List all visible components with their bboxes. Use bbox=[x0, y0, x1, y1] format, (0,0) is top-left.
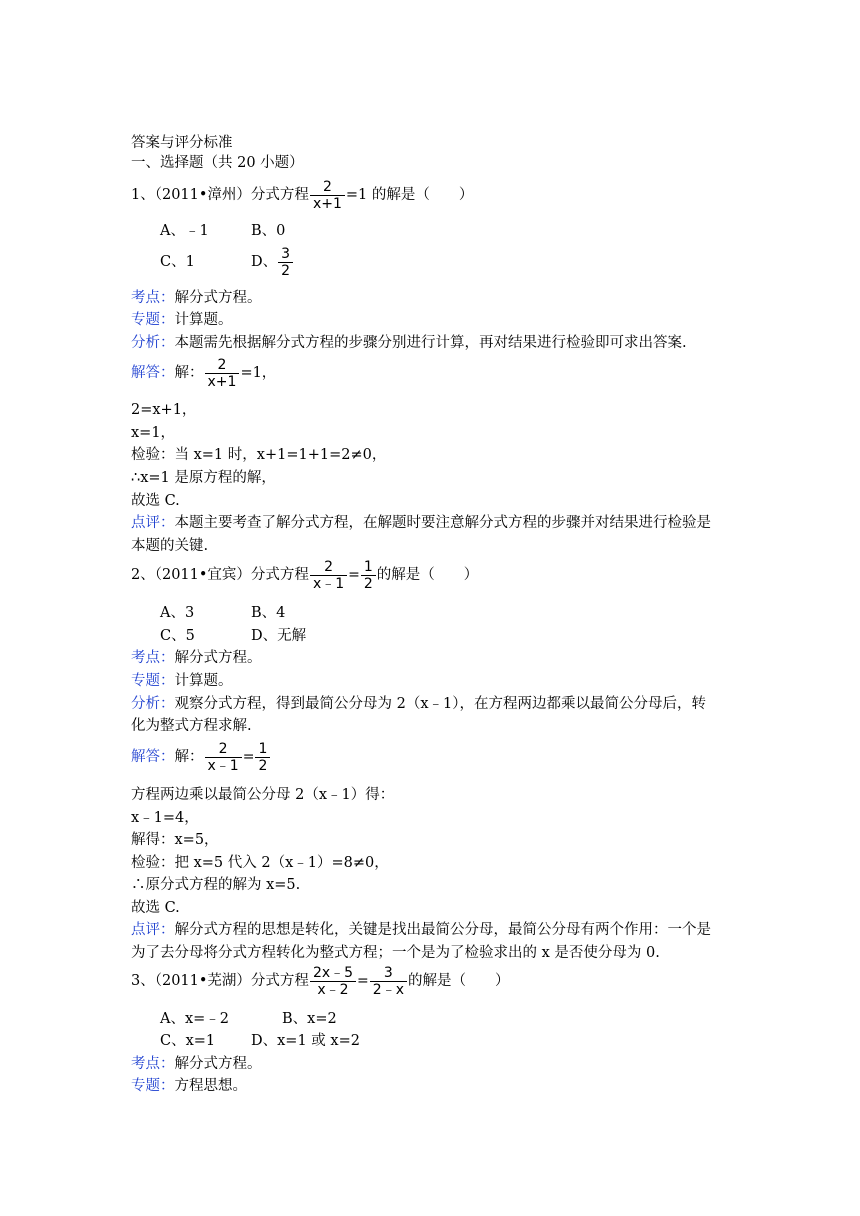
fraction-numerator: 3 bbox=[383, 964, 393, 981]
zhuanti-label: 专题： bbox=[131, 673, 175, 689]
jieda-prefix: 解： bbox=[174, 365, 204, 381]
question-2-step-5: ∴原分式方程的解为 x=5. bbox=[131, 877, 301, 893]
question-2-step-6: 故选 C. bbox=[131, 900, 180, 916]
zhuanti-label: 专题： bbox=[131, 1078, 175, 1094]
question-3-kaodian bbox=[131, 1054, 262, 1074]
fenxi-label: 分析： bbox=[131, 335, 175, 351]
question-2-prefix: 2、（2011•宜宾）分式方程 bbox=[131, 567, 309, 583]
kaodian-label: 考点： bbox=[131, 1056, 175, 1072]
dianping-label: 点评： bbox=[131, 922, 175, 938]
question-3-option-c: C、x=1 bbox=[160, 1033, 216, 1049]
section-heading: 一、选择题（共 20 小题） bbox=[131, 155, 304, 171]
question-1-dianping-cont: 本题的关键. bbox=[131, 538, 209, 554]
fraction-denominator: x+1 bbox=[310, 195, 345, 212]
question-3-suffix: 的解是（ ） bbox=[407, 973, 510, 989]
dianping-text: 解分式方程的思想是转化，关键是找出最简公分母，最简公分母有两个作用：一个是 bbox=[174, 922, 711, 938]
question-1-step-5: 故选 C. bbox=[131, 493, 180, 509]
jieda-prefix: 解： bbox=[174, 749, 204, 765]
question-1-zhuanti bbox=[131, 310, 233, 330]
fraction-denominator: x﹣2 bbox=[310, 981, 356, 998]
fraction-denominator: x﹣1 bbox=[205, 757, 242, 774]
question-3-option-a: A、x=﹣2 bbox=[160, 1011, 230, 1027]
question-3-zhuanti bbox=[131, 1076, 247, 1096]
zhuanti-text: 计算题。 bbox=[174, 312, 233, 328]
question-2-fraction-right bbox=[361, 559, 376, 592]
fraction-denominator: x+1 bbox=[205, 373, 240, 390]
question-1-jieda bbox=[131, 355, 276, 391]
question-1-suffix: =1 的解是（ ） bbox=[345, 187, 474, 203]
fraction-numerator: 2 bbox=[322, 178, 332, 195]
equals-sign: = bbox=[357, 973, 369, 989]
kaodian-label: 考点： bbox=[131, 650, 175, 666]
question-2-step-1: 方程两边乘以最简公分母 2（x﹣1）得： bbox=[131, 787, 395, 803]
question-2-fenxi bbox=[131, 694, 706, 714]
question-3-prefix: 3、（2011•芜湖）分式方程 bbox=[131, 973, 309, 989]
kaodian-text: 解分式方程。 bbox=[174, 650, 262, 666]
zhuanti-label: 专题： bbox=[131, 312, 175, 328]
question-2-option-d: D、无解 bbox=[251, 628, 307, 644]
question-2-option-b: B、4 bbox=[251, 605, 286, 621]
fenxi-text: 本题需先根据解分式方程的步骤分别进行计算，再对结果进行检验即可求出答案. bbox=[174, 335, 687, 351]
question-3-stem bbox=[131, 963, 509, 999]
question-1-option-c: C、1 bbox=[160, 254, 195, 270]
question-2-dianping bbox=[131, 920, 711, 940]
jieda-fraction-right bbox=[255, 741, 270, 774]
question-1-prefix: 1、（2011•漳州）分式方程 bbox=[131, 187, 309, 203]
equals-sign: = bbox=[242, 749, 255, 765]
fraction-numerator: 1 bbox=[363, 558, 373, 575]
kaodian-label: 考点： bbox=[131, 290, 175, 306]
question-2-fraction-left bbox=[310, 559, 347, 592]
question-1-step-1: 2=x+1， bbox=[131, 402, 197, 418]
fraction-denominator: 2 bbox=[255, 757, 270, 774]
fraction-numerator: 2x﹣5 bbox=[312, 964, 354, 981]
fraction-numerator: 2 bbox=[218, 740, 228, 757]
fraction-numerator: 3 bbox=[281, 245, 291, 262]
question-1-dianping bbox=[131, 513, 711, 533]
kaodian-text: 解分式方程。 bbox=[174, 1056, 262, 1072]
question-3-option-d: D、x=1 或 x=2 bbox=[251, 1033, 360, 1049]
question-2-step-2: x﹣1=4， bbox=[131, 810, 199, 826]
question-2-step-3: 解得：x=5， bbox=[131, 832, 219, 848]
question-1-option-b: B、0 bbox=[251, 223, 286, 239]
question-2-option-a: A、3 bbox=[160, 605, 195, 621]
jieda-suffix: =1， bbox=[240, 365, 277, 381]
question-1-kaodian bbox=[131, 288, 262, 308]
question-3-fraction-right bbox=[370, 965, 407, 998]
page-title: 答案与评分标准 bbox=[131, 135, 233, 151]
question-2-step-4: 检验：把 x=5 代入 2（x﹣1）=8≠0， bbox=[131, 855, 389, 871]
fraction-denominator: 2 bbox=[278, 262, 293, 279]
question-2-kaodian bbox=[131, 648, 262, 668]
question-1-step-3: 检验：当 x=1 时，x+1=1+1=2≠0， bbox=[131, 447, 387, 463]
question-1-option-a: A、﹣1 bbox=[160, 223, 209, 239]
zhuanti-text: 方程思想。 bbox=[174, 1078, 247, 1094]
question-3-fraction-left bbox=[310, 965, 356, 998]
question-2-jieda bbox=[131, 738, 271, 776]
zhuanti-text: 计算题。 bbox=[174, 673, 233, 689]
jieda-fraction bbox=[205, 357, 240, 390]
question-1-stem bbox=[131, 177, 473, 213]
dianping-label: 点评： bbox=[131, 515, 175, 531]
question-2-fenxi-cont: 化为整式方程求解. bbox=[131, 718, 252, 734]
question-1-step-4: ∴x=1 是原方程的解， bbox=[131, 470, 276, 486]
option-d-fraction bbox=[278, 246, 293, 279]
fenxi-label: 分析： bbox=[131, 696, 175, 712]
jieda-label: 解答： bbox=[131, 749, 175, 765]
question-1-step-2: x=1， bbox=[131, 425, 176, 441]
question-2-option-c: C、5 bbox=[160, 628, 195, 644]
equals-sign: = bbox=[348, 567, 360, 583]
question-1-fraction bbox=[310, 179, 345, 212]
kaodian-text: 解分式方程。 bbox=[174, 290, 262, 306]
question-2-dianping-cont: 为了去分母将分式方程转化为整式方程；一个是为了检验求出的 x 是否使分母为 0. bbox=[131, 945, 660, 961]
fraction-numerator: 1 bbox=[258, 740, 268, 757]
question-2-suffix: 的解是（ ） bbox=[376, 567, 479, 583]
question-2-zhuanti bbox=[131, 671, 233, 691]
question-2-stem bbox=[131, 557, 478, 593]
fraction-denominator: 2 bbox=[361, 575, 376, 592]
fenxi-text: 观察分式方程，得到最简公分母为 2（x﹣1），在方程两边都乘以最简公分母后，转 bbox=[174, 696, 706, 712]
fraction-denominator: x﹣1 bbox=[310, 575, 347, 592]
jieda-fraction-left bbox=[205, 741, 242, 774]
option-d-label: D、 bbox=[251, 254, 278, 270]
dianping-text: 本题主要考查了解分式方程，在解题时要注意解分式方程的步骤并对结果进行检验是 bbox=[174, 515, 711, 531]
question-1-option-d bbox=[251, 243, 294, 281]
fraction-numerator: 2 bbox=[324, 558, 333, 575]
fraction-denominator: 2﹣x bbox=[370, 981, 407, 998]
jieda-label: 解答： bbox=[131, 365, 175, 381]
question-3-option-b: B、x=2 bbox=[282, 1011, 337, 1027]
fraction-numerator: 2 bbox=[217, 356, 227, 373]
question-1-fenxi bbox=[131, 333, 687, 353]
